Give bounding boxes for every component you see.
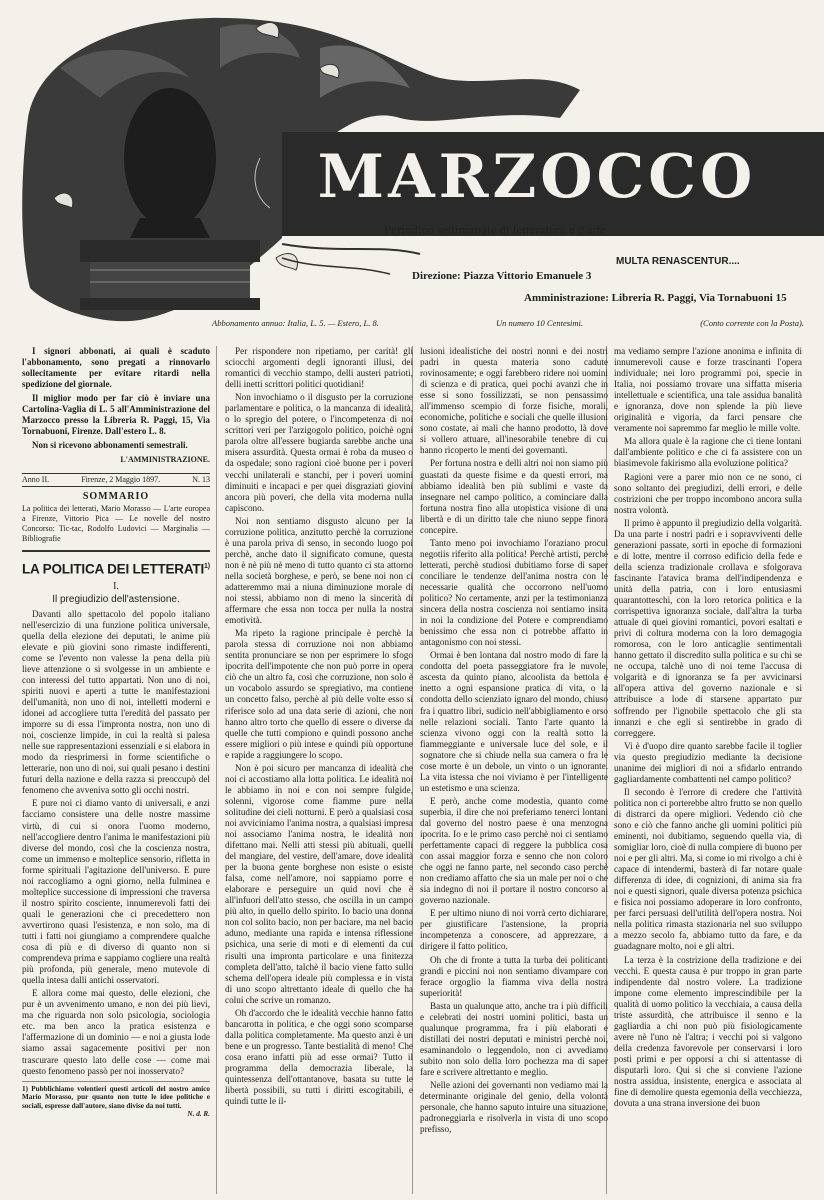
article-paragraph: Il primo è appunto il pregiudizio della volgarità. Da una parte i nostri padri e i sopravviventi delle generazioni passate, sorti in epoche di formazioni e di lotte, mentre il corroso edificio della fede e della scienza tradizionale crollava e sfolgorava fascinante l'atavica brama dell'indipendenza e unità della patria, con i loro entusiasmi quarantotteschi, con la loro retorica politica e la corrispettiva ignoranza sociale, dall'altra la turba attuale di quei giovini romantici, povori esaltati e privi di coltura moderna con la loro demagogia romorosa, con le loro anticaglie sentimentali hanno gettato il discredito sulla politica e su chi se ne occupa, talchè uno di noi teme l'accusa di volgarità e di ignoranza se fa per avvicinarsi all'opera attiva del governo nazionale e si attribuisce a lode di starsene appartato pur soffrendo per l'ignobile spettacolo che gli sta innanzi e che egli si sentirebbe in grado di correggere. [614, 517, 802, 738]
article-paragraph: Per fortuna nostra e delli altri noi non siamo più guastati da queste fisime e da questi errori, ma abbiamo idealità ben più sublimi e vaste da insegnare nel campo politico, a cominciare dalla fortuna nostra fino alla utopistica visione di una libertà e di un diritto tale che niuno seppe finora concepire. [420, 458, 608, 535]
article-section-number: I. [113, 580, 119, 592]
article-paragraph: E per ultimo niuno di noi vorrà certo dichiarare, per giustificare l'astensione, la propria incompetenza a conoscere, ad apprezzare, a dirigere il fatto politico. [420, 908, 608, 952]
abbonamento-text: Abbonamento annuo: Italia, L. 5. — Estero, L. 8. [212, 318, 379, 328]
article-paragraph: Ragioni vere a parer mio non ce ne sono, ci sono soltanto dei pregiudizi, delli errori, e delle costrizioni che per troppo incombono ancora sulla nostra volontà. [614, 471, 802, 515]
footnote-mark: 1) [204, 563, 210, 571]
masthead-title: MARZOCCO [317, 142, 757, 212]
column-2 [225, 346, 413, 1194]
notice-paragraph: Non si ricevono abbonamenti semestrali. [32, 440, 188, 450]
article-paragraph: Oh d'accordo che le idealità vecchie hanno fatto bancarotta in politica, e che oggi sono scomparse dalla politica completamente. Ma questo anzi è un bene e un progresso. Tante bestialità di meno! Che cosa erano infatti più ad esse ormai? Tutto il programma della democrazia liberale, la quintessenza dell'ottantanove, basata su tutte le libertà possibili, su tutti i diritti escogitabili, e quindi tutte le il- [225, 1007, 413, 1107]
article-paragraph: Il secondo è l'errore di credere che l'attività politica non ci porterebbe altro frutto se non quello di distrarci da opere migliori. Vedendo ciò che sono e ciò che fanno anche gli uomini politici più eminenti, noi dubitiamo, seguendo quella via, di somigliar loro, cioè di nulla compiere di buono per noi e per gli altri. Ma, si come io mi rivolgo a chi è capace di intendermi, basterà di far notare quale differenza di idee, di cognizioni, di anima sia fra noi e questi signori, quale diversa potenza psichica e fisica noi possiamo adoperare in loro confronto, per farci persuasi dell'utilità dell'opera nostra. Noi nella politica rimasta stazionaria nel suo sviluppo a mezzo secolo fa, abbiamo tutto da fare, e da guadagnare molto, noi e gli altri. [614, 786, 802, 952]
article-paragraph: lusioni idealistiche dei nostri nonni e dei nostri padri in questa materia sono cadute rovinosamente; e oggi farebbero ridere noi uomini di scienza e di pratica, quei pochi avanzi che in esse si sono fossilizzati, se non pensassimo all'immenso scempio di forze fisiche, morali, economiche, politiche e sociali che quelle illusioni sono costate, ai mali che hanno prodotto, là dove si vollero attuare, all'inesorabile tenebre di cui hanno ricoperto le menti dei governanti. [420, 346, 608, 456]
masthead-subtitle: Periodico settimanale di letteratura e d'arte [384, 222, 607, 237]
article-paragraph: Vi è d'uopo dire quanto sarebbe facile il toglier via questo pregiudizio mediante la decisione unanime dei migliori di noi a sfidarlo entrando gagliardamente combattenti nel campo politico? [614, 740, 802, 784]
conto-text: (Conto corrente con la Posta). [700, 318, 804, 328]
article-paragraph: Ma ripeto la ragione principale è perchè la parola stessa di corruzione noi non abbiamo sentita pronunciare se non per esprimere lo sfogo ipocrita dell'impotente che non può porre in opera ciò che un altro fa, così che corruzione, non solo è un vocabolo assurdo se spregiativo, ma contiene un concetto falso, perchè al più delle volte esso si riferisce solo ad una data serie di azioni, che non hanno altro torto che quello di essere o diverse da quelle che tutti compiono e quindi possono anche essere migliori o più intese e quindi più opportune e rapide a raggiungere lo scopo. [225, 628, 413, 760]
footnote-text: 1) Pubblichiamo volentieri questi articoli del nostro amico Mario Morasso, pur quanto non tutte le idee politiche e sociali, espresse dall'autore, siano divise da noi tutti. [22, 1084, 210, 1110]
footnote-signature: N. d. R. [187, 1110, 210, 1119]
article-paragraph: ma vediamo sempre l'azione anonima e infinita di innumerevoli cause e forze trascinanti l'opera individuale; nei loro programmi poi, specie in Italia, noi possiamo trovare una siffatta miseria intellettuale e scientifica, una tale assidua banalità e ignoranza, dove non splende la più lieve originalità e vigoria, da farci pensare che veramente noi sapremmo far meglio le mille volte. [614, 346, 802, 434]
article-paragraph: Nelle azioni dei governanti non vediamo mai la determinante originale del genio, della volontà personale, che hanno saputo intuire una situazione, padroneggiarla e risolverla in vista di uno scopo prefisso, [420, 1080, 608, 1135]
article-subtitle: Il pregiudizio dell'astensione. [52, 593, 180, 605]
column-3 [420, 346, 608, 1194]
issue-year: Anno II. [22, 475, 50, 484]
article-paragraph: Per rispondere non ripetiamo, per carità! gli sciocchi argomenti degli ignoranti illusi, dei romantici di vecchio stampo, delli austeri patrioti, delli inetti scrittori politici quotidiani! [225, 346, 413, 390]
masthead-motto: MULTA RENASCENTUR.... [616, 256, 740, 267]
article-paragraph: Tanto meno poi invochiamo l'oraziano procul negotiis riferito alla politica! Perchè artisti, perchè letterati, perchè studiosi dubitiamo forse di saper conciliare le tendenze dell'anima nostra con le necessarie qualità che occorrono nell'uomo politico? No certamente, anzi per la testimonianza sincera della nostra coscienza noi sentiamo insita in noi la condizione del Potere e comprendiamo benissimo che essa non ci potrebbe affatto in antagonismo con noi stessi. [420, 537, 608, 648]
amministrazione-address: Amministrazione: Libreria R. Paggi, Via Tornabuoni 15 [524, 292, 787, 304]
issue-number: N. 13 [192, 475, 210, 484]
article-paragraph: Ormai è ben lontana dal nostro modo di fare la condotta del poeta passeggiatore fra le nuvole, ascesta da quinto piano, alcoolista da bettola e inetto a ogni espansione pratica di vita, o la condotta dello scienziato ignaro del mondo, chiuso fra i quattro libri, sudicio nell'abbigliamento e orso nelle relazioni sociali. Tanto l'arte quanto la scienza vivono oggi con la realtà sotto la fiammeggiante e universale luce del sole, e il sognatore che si chiude nella sua camera o fra le cose morte è un debole, un vinto o un ignorante. La vita istessa che noi viviamo è per l'intelligente un estetismo e una scienza. [420, 650, 608, 793]
price-text: Un numero 10 Centesimi. [496, 318, 584, 328]
direzione-address: Direzione: Piazza Vittorio Emanuele 3 [412, 270, 592, 282]
notice-paragraph: I signori abbonati, ai quali è scaduto l'abbonamento, sono pregati a rinnovarlo sollecitamente per evitare ritardi nella spedizione del giornale. [22, 346, 210, 389]
notice-signature: L'AMMINISTRAZIONE. [120, 455, 210, 464]
separator [22, 550, 210, 552]
column-rule [216, 346, 217, 1194]
article-paragraph: Non invochiamo o il disgusto per la corruzione parlamentare e politica, o la mancanza di idealità, o lo spregio del potere, o l'incompetenza di noi scrittori veri per l'arzigogolo politico, poichè ogni parola oltre all'essere bugiarda sarebbe anche una misera assurdità. Questa ormai è roba da museo o da ospedale; sono ragioni cioè buone per i poveri vecchi unilaterali e stanchi, per i poveri uomini diminuiti e incapaci e per quei disgraziati giovini ancora più poveri, che della vita moderna nulla capiscono. [225, 392, 413, 513]
issue-bar [22, 473, 210, 487]
footnote [22, 1081, 210, 1119]
article-paragraph: Ma allora quale è la ragione che ci tiene lontani dall'ambiente politico e che ci fa assistere con un biasimevole fakirismo alla evoluzione politica? [614, 436, 802, 469]
article-paragraph: Basta un qualunque atto, anche tra i più difficili e celebrati dei nostri uomini politici, basta un qualunque programma, fra i più elaborati e distillati dei nostri deputati e ministri perchè noi, esaminandolo o leggendolo, non ci avvediamo subito non solo della loro pochezza ma di saper fare e scrivere altrettanto e meglio. [420, 1000, 608, 1077]
article-paragraph: Oh che di fronte a tutta la turba dei politicanti grandi e piccini noi non sentiamo divampare con ferace orgoglio la fiamma viva della nostra superiorità! [420, 954, 608, 998]
notice-paragraph: Il miglior modo per far ciò è inviare una Cartolina-Vaglia di L. 5 all'Amministrazione del Marzocco presso la Libreria R. Paggi, 15, Via Tornabuoni, Firenze. Dall'estero L. 8. [22, 393, 210, 436]
column-4 [614, 346, 802, 1194]
article-title-text: LA POLITICA DEI LETTERATI [22, 561, 204, 577]
article-paragraph: La terza è la costrizione della tradizione e dei vecchi. E questa causa è pur troppo in gran parte indipendente dal nostro volere. La tradizione impone come elemento imprescindibile per la qualità di uomo politico la vecchiaia, a causa della triste assurdità, che attribuisce il senno e la gagliardia a chi non può più fisiologicamente avere nè l'uno nè l'altra; i vecchi poi si valgono della credenza favorevole per conservarsi i loro posti primi e per opporsi a chi si attentasse di disputarli loro. Qui si che si conviene l'azione nostra assidua, insistente, energica e associata al fine di demolire questa egemonia della vecchiezza, dovuta a una strana inversione dei buon [614, 954, 802, 1109]
article-paragraph: E allora come mai questo, delle elezioni, che pur è un avvenimento umano, e non dei più lievi, ma che riguarda non solo psicologia, sociologia etc. ma ben anco la pratica esistenza e l'affermazione di un dominio — e noi a giusta lode siamo assai sagacemente positivi per non trascurare questo lato delle cose — come mai questo fenomeno passò per noi inosservato? [22, 988, 210, 1076]
article-paragraph: Non è poi sicuro per mancanza di idealità che noi ci accostiamo alla lotta politica. Le idealità noi le abbiamo in noi e con noi sempre fulgide, solenni, vigorose come fiamme pure nella solitudine dei cieli notturni. E però a qualsiasi cosa noi avviciniamo l'anima nostra, a qualsiasi impresa noi associamo l'anima nostra, le idealità non difettano mai. Nelli atti stessi più abituali, quelli del mangiare, del vestire, dell'amare, dove idealità per la buona gente borghese non esiste o esiste falsa, come nell'amore, noi sappiamo porre e elaborare e perseguire un quid novi che è all'infuori dell'atto stesso, che oscilla in un campo più alto, in quello dello spirito. Io bacio una donna non col solito bacio, non per baciare, ma nel bacio aduno, mediante una rapida e intensa riflessione psichica, una serie di moti e di elementi da cui risulti una impronta particolare e una finitezza completa dell'atto, talchè il bacio viene fatto sullo schema dell'opera ideale più complessa e in vista di uno scopo altrettanto ideale di quello che ha colui che scrive un romanzo. [225, 762, 413, 1005]
subscription-line [212, 318, 804, 328]
sommario-heading: SOMMARIO [82, 491, 150, 502]
article-paragraph: E pure noi ci diamo vanto di universali, e anzi facciamo consistere una delle nostre massime virtù, di cui si onora l'uomo moderno, nell'accogliere dentro l'anima le manifestazioni più diverse del mondo, così che la coscienza nostra, come un immenso e molteplice sensorio, rifletta in forme spirituali l'agitazione dell'universo. E pure noi raccogliamo a ogni giorno, nella fulminea e molteplice successione di impressioni che traversa il nostro spirito cosciente, innumerevoli fatti dei quali le generazioni che ci precedettero non avvertirono quasi l'esistenza, e non solo, ma di tutti i fatti noi giungiamo a comprendere qualche cosa di più e di diverso di quanto non si comprendeva prima e sappiamo cogliere una realtà più profonda, più generale, meno mutevole di quella intesa dalli antichi osservatori. [22, 798, 210, 986]
column-1 [22, 346, 210, 1194]
article-paragraph: E però, anche come modestia, quanto come superbia, il dire che noi preferiamo tenerci lontani dal governo del nostro paese è una menzogna ipocrita. Io e le primo caso perchè noi ci sentiamo perfettamente capaci di reggere la pubblica cosa con assai maggior forza e senno che non coloro che oggi ne fanno parte, nel secondo caso perchè non crediamo affatto che sia un male per noi o che sia indegno di noi il portare il nostro concorso al governo nazionale. [420, 795, 608, 906]
issue-date: Firenze, 2 Maggio 1897. [81, 475, 161, 484]
sommario-text: La politica dei letterati, Mario Morasso — L'arte europea a Firenze, Vittorio Pica — Le novelle del nostro Concorso: Tic-tac, Rodolfo Ludovici — Marginalia — Bibliografie [22, 504, 210, 544]
article-title [22, 558, 210, 579]
subscription-notice [22, 346, 210, 465]
article-paragraph: Noi non sentiamo disgusto alcuno per la corruzione politica, anzitutto perchè la corruzione è una parola priva di senso, in secondo luogo poi perchè, anche dato il significato comune, questa non è nè più nè meno di tutto quanto ci sta attorno nella società borghese, e però, se bene noi non ci adatteremmo mai a niuna diminuzione morale di noi stessi, abbiamo non di meno la sincerità di affermare che essa non tocca per nulla la nostra emotività. [225, 515, 413, 626]
article-paragraph: Davanti allo spettacolo del popolo italiano nell'esercizio di una funzione politica universale, quella della elezione dei deputati, le anime più elevate e più giovini sono rimaste indifferenti, come se l'evento non valesse la pena della più lieve attenzione o si svolgesse in un ambiente e con interessi del tutto appartati. Non uno di noi, spiriti nuovi e aperti a tutte le manifestazioni dell'umanità, non uno di noi, intelletti moderni e idonei ad accogliere tutta l'eredità del passato per imporre su di essa l'impronta nostra, non uno di noi, coscienze limpide, in cui la realtà si palesa nelle sue rappresentazioni essenziali e si elabora in modo da riesprimersi in forme scientifiche o letterarie, non uno di noi, sui quali pesano i destini futuri della nazione e della razza si preoccupò del fenomeno che avveniva sotto gli occhi nostri. [22, 608, 210, 796]
